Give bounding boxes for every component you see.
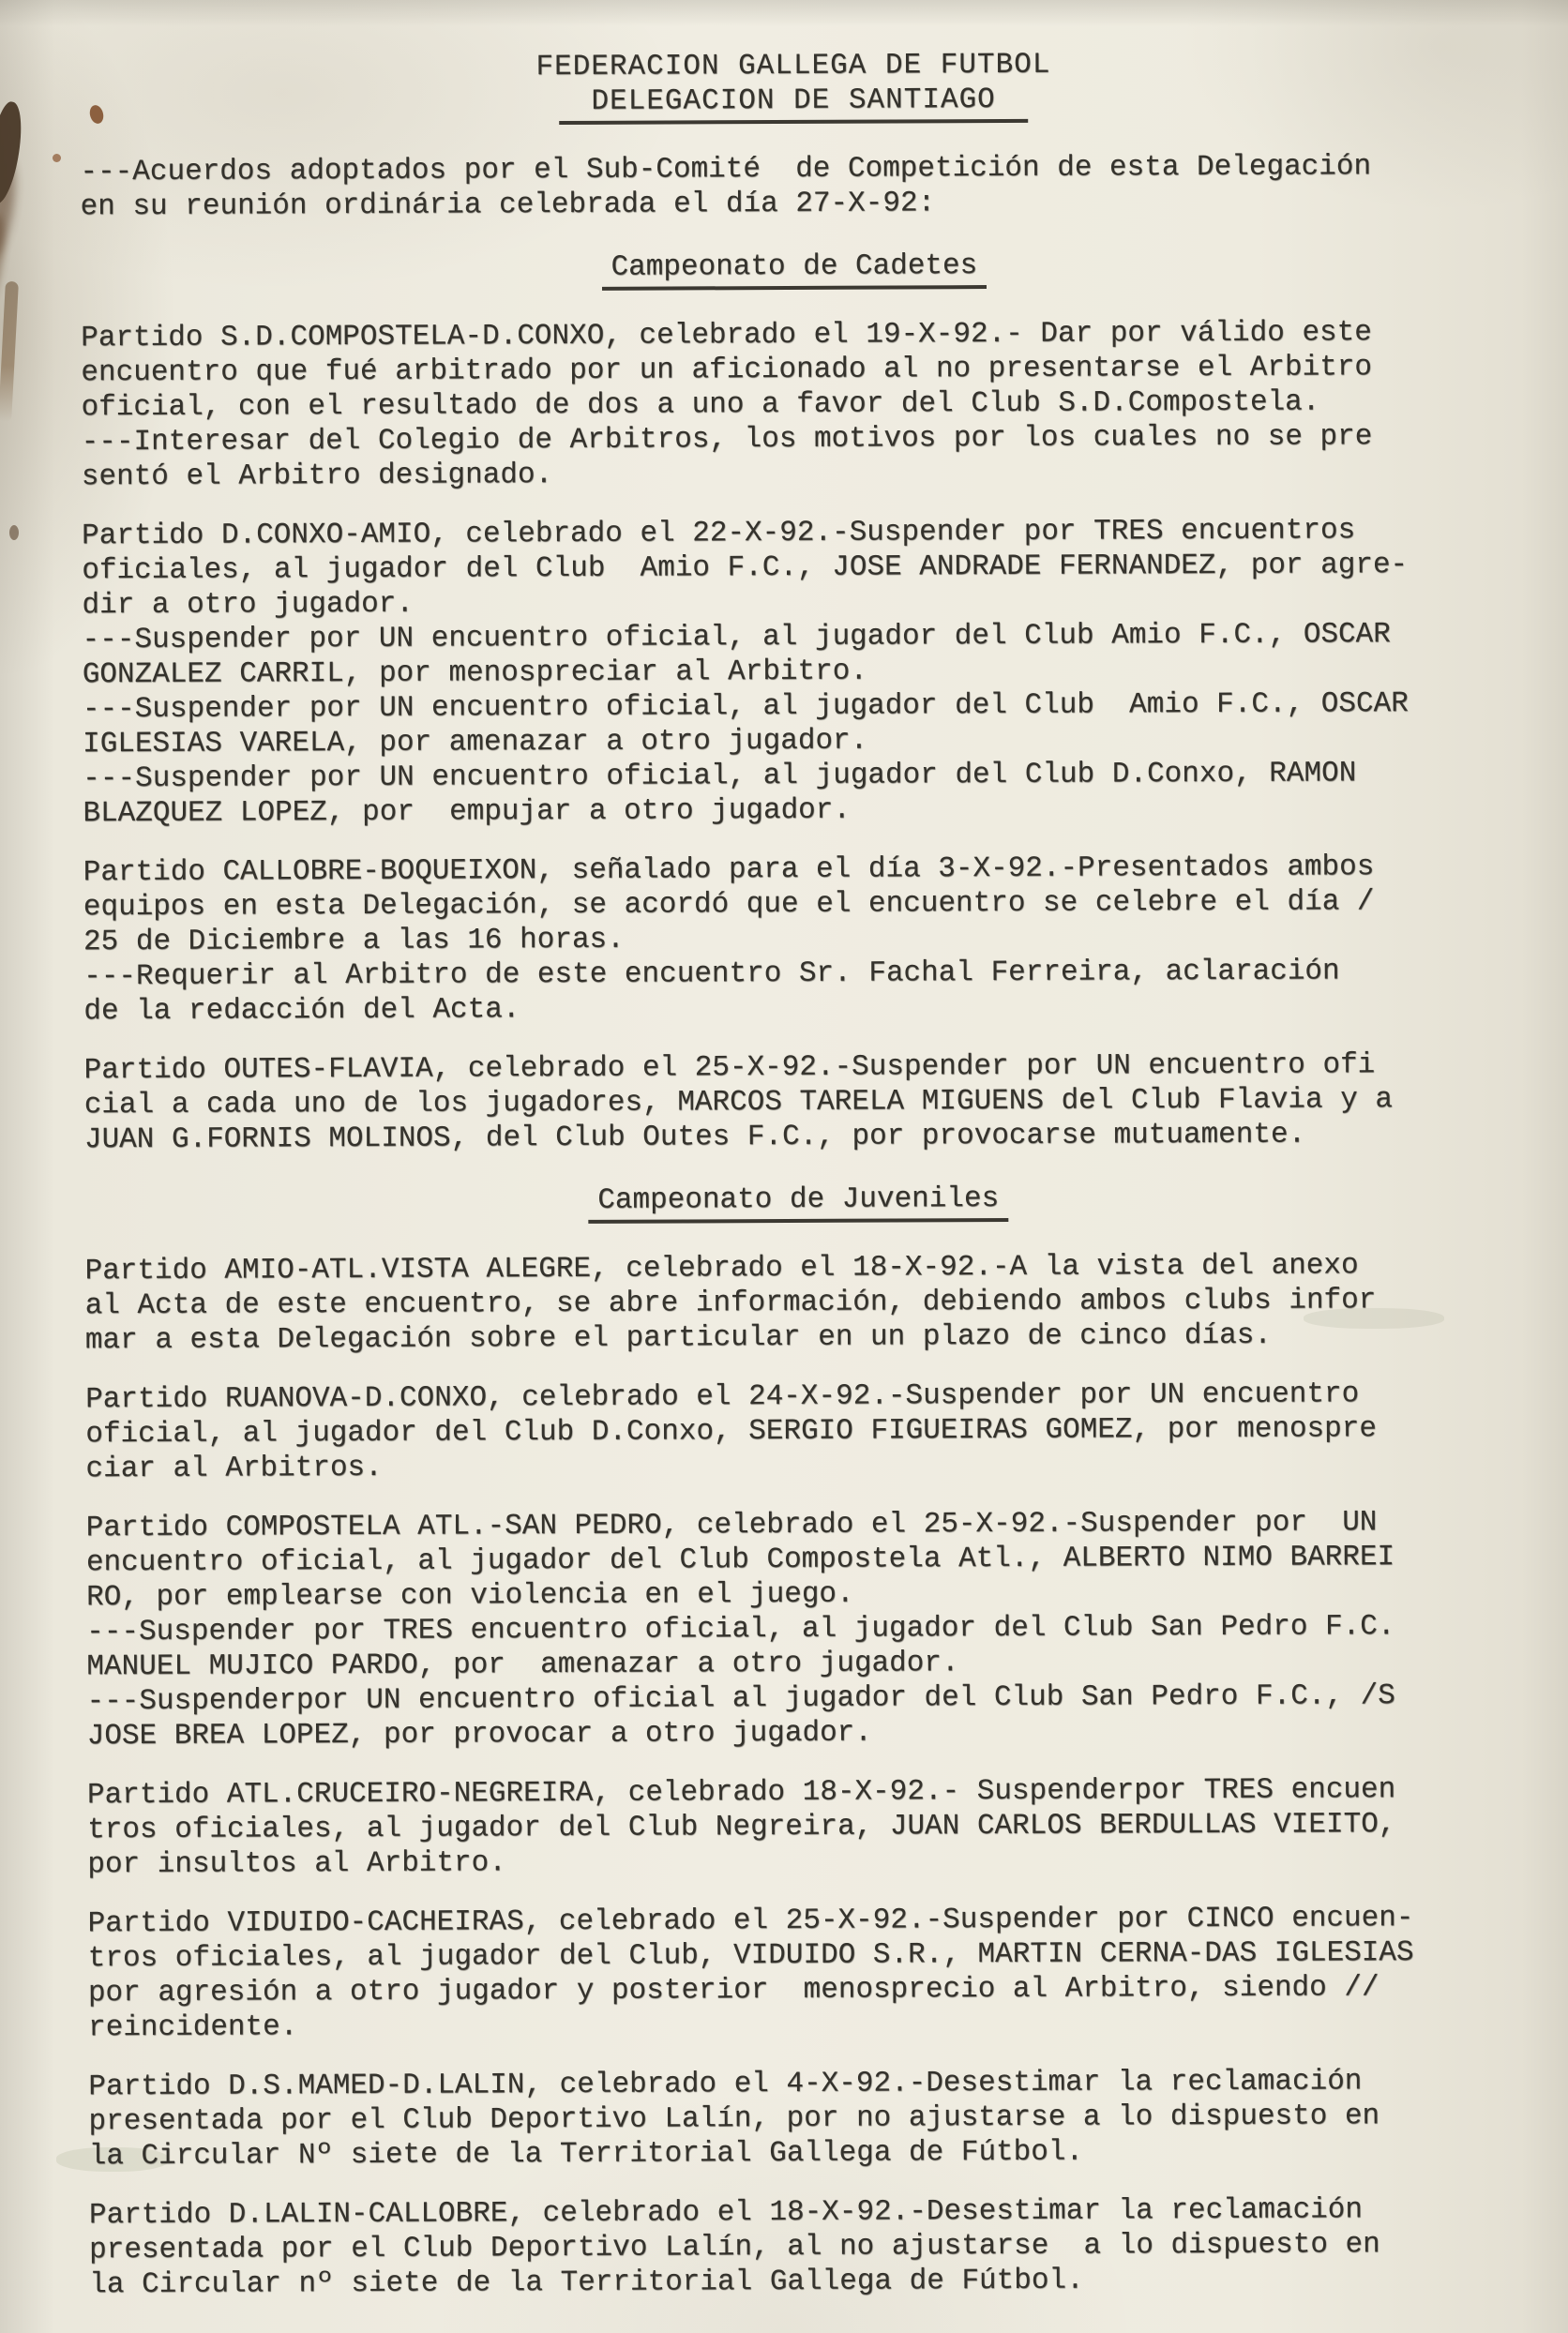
document-subtitle: DELEGACION DE SANTIAGO: [559, 83, 1027, 125]
section-heading-cadetes: [81, 247, 1508, 294]
match-paragraph-outes-flavia: Partido OUTES-FLAVIA, celebrado el 25-X-92.-Suspender por UN encuentro ofi cial a cada uno de los jugadores, MARCOS TARELA MIGUENS del Club Flavia y a JUAN G.FORNIS MOLINOS, del Club Outes F.C., por provocarse mutuamente.: [83, 1048, 1394, 1157]
section-heading-text: Campeonato de Cadetes: [601, 248, 987, 291]
match-paragraph-ruanova-conxo: Partido RUANOVA-D.CONXO, celebrado el 24-X-92.-Suspender por UN encuentro oficial, al jugador del Club D.Conxo, SERGIO FIGUEIRAS GOMEZ, por menospre ciar al Arbitros.: [85, 1377, 1378, 1486]
match-paragraph-lalin-callobre: Partido D.LALIN-CALLOBRE, celebrado el 18-X-92.-Desestimar la reclamación presentada por el Club Deportivo Lalín, al no ajustarse a lo dispuesto en la Circular nº siete de la Territorial Gallega de Fútbol.: [88, 2193, 1380, 2302]
match-paragraph-callobre-boqueixon: Partido CALLOBRE-BOQUEIXON, señalado para el día 3-X-92.-Presentados ambos equipos en esta Delegación, se acordó que el encuentro se celebre el día / 25 de Diciembre a las 16 horas. ---Requerir al Arbitro de este encuentro Sr. Fachal Ferreira, aclaración de la redacción del Acta.: [83, 850, 1375, 1029]
match-paragraph-amio-vista-alegre: Partido AMIO-ATL.VISTA ALEGRE, celebrado el 18-X-92.-A la vista del anexo al Acta de este encuentro, se abre información, debiendo ambos clubs infor mar a esta Delegación sobre el particular en un plazo de cinco días.: [84, 1249, 1377, 1358]
match-paragraph-compostela-san-pedro: Partido COMPOSTELA ATL.-SAN PEDRO, celebrado el 25-X-92.-Suspender por UN encuentro oficial, al jugador del Club Compostela Atl., ALBERTO NIMO BARREI RO, por emplearse con violencia en el juego. ---Suspender por TRES encuentro oficial, al jugador del Club San Pedro F.C. MANUEL MUJICO PARDO, por amenazar a otro jugador. ---Suspenderpor UN encuentro oficial al jugador del Club San Pedro F.C., /S JOSE BREA LOPEZ, por provocar a otro jugador.: [85, 1506, 1395, 1754]
section-heading-juveniles: [84, 1180, 1512, 1227]
document-header: [80, 46, 1507, 128]
section-heading-text: Campeonato de Juveniles: [588, 1182, 1008, 1224]
match-paragraph-conxo-amio: Partido D.CONXO-AMIO, celebrado el 22-X-92.-Suspender por TRES encuentros oficiales, al jugador del Club Amio F.C., JOSE ANDRADE FERNANDEZ, por agre- dir a otro jugador. ---Suspender por UN encuentro oficial, al jugador del Club Amio F.C., OSCAR GONZALEZ CARRIL, por menospreciar al Arbitro. ---Suspender por UN encuentro oficial, al jugador del Club Amio F.C., OSCAR IGLESIAS VARELA, por amenazar a otro jugador. ---Suspender por UN encuentro oficial, al jugador del Club D.Conxo, RAMON BLAZQUEZ LOPEZ, por empujar a otro jugador.: [82, 514, 1409, 831]
match-paragraph-viduido-cacheiras: Partido VIDUIDO-CACHEIRAS, celebrado el 25-X-92.-Suspender por CINCO encuen- tros oficiales, al jugador del Club, VIDUIDO S.R., MARTIN CERNA-DAS IGLESIAS por agresión a otro jugador y posterior menosprecio al Arbitro, siendo // reincidente.: [87, 1902, 1414, 2045]
intro-paragraph: ---Acuerdos adoptados por el Sub-Comité de Competición de esta Delegación en su reunión ordinária celebrada el día 27-X-92:: [80, 150, 1372, 224]
match-paragraph-cruceiro-negreira: Partido ATL.CRUCEIRO-NEGREIRA, celebrado 18-X-92.- Suspenderpor TRES encuen tros oficiales, al jugador del Club Negreira, JUAN CARLOS BERDULLAS VIEITO, por insultos al Arbitro.: [86, 1773, 1396, 1882]
match-paragraph-smamed-lalin: Partido D.S.MAMED-D.LALIN, celebrado el 4-X-92.-Desestimar la reclamación presentada por el Club Deportivo Lalín, por no ajustarse a lo dispuesto en la Circular Nº siete de la Territorial Gallega de Fútbol.: [88, 2065, 1380, 2174]
document-title: FEDERACION GALLEGA DE FUTBOL: [535, 48, 1051, 84]
document-subtitle-row: [80, 81, 1507, 128]
match-paragraph-compostela-conxo: Partido S.D.COMPOSTELA-D.CONXO, celebrado el 19-X-92.- Dar por válido este encuentro que fué arbitrado por un aficionado al no presentarse el Arbitro oficial, con el resultado de dos a uno a favor del Club S.D.Compostela. ---Interesar del Colegio de Arbitros, los motivos por los cuales no se pre sentó el Arbitro designado.: [81, 316, 1373, 494]
